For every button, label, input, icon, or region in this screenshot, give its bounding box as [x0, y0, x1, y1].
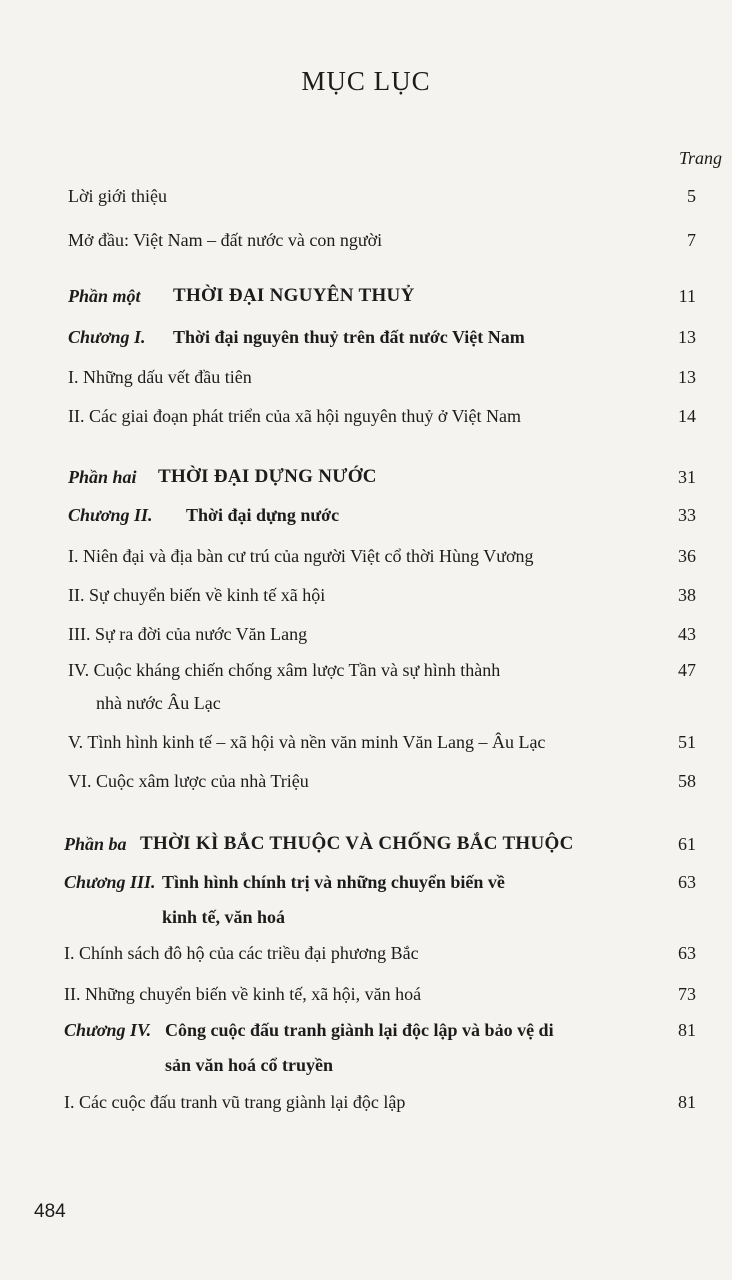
toc-page-number: 13 [678, 367, 696, 387]
toc-entry-text: V. Tình hình kinh tế – xã hội và nền văn minh Văn Lang – Âu Lạc [68, 732, 546, 752]
toc-page-number: 31 [678, 467, 696, 487]
chapter-label: Chương III. [64, 872, 156, 892]
toc-page-number: 51 [678, 732, 696, 752]
toc-entry-text: II. Sự chuyển biến về kinh tế xã hội [68, 585, 326, 605]
toc-page-number: 58 [678, 771, 696, 791]
toc-page-number: 5 [687, 186, 696, 206]
chapter-title: Thời đại nguyên thuỷ trên đất nước Việt Nam [173, 327, 525, 347]
chapter-label: Chương I. [68, 327, 146, 347]
toc-entry-text: I. Những dấu vết đầu tiên [68, 367, 252, 387]
toc-entry-text: II. Các giai đoạn phát triển của xã hội nguyên thuỷ ở Việt Nam [68, 406, 521, 426]
toc-entry-text: I. Các cuộc đấu tranh vũ trang giành lại độc lập [64, 1092, 406, 1112]
part-label: Phần một [68, 286, 141, 306]
toc-page-number: 61 [678, 834, 696, 854]
toc-page-number: 63 [678, 943, 696, 963]
toc-page-number: 38 [678, 585, 696, 605]
toc-page-number: 11 [678, 286, 696, 306]
part-title: THỜI ĐẠI NGUYÊN THUỶ [173, 285, 415, 306]
toc-page-number: 43 [678, 624, 696, 644]
toc-page-number: 36 [678, 546, 696, 566]
toc-entry-text: III. Sự ra đời của nước Văn Lang [68, 624, 308, 644]
toc-entry-text: II. Những chuyển biến về kinh tế, xã hội, văn hoá [64, 984, 422, 1004]
toc-entry-text: Lời giới thiệu [68, 186, 168, 206]
chapter-title: Thời đại dựng nước [186, 505, 340, 525]
toc-entry-text: VI. Cuộc xâm lược của nhà Triệu [68, 771, 309, 791]
part-label: Phần hai [68, 467, 137, 487]
chapter-title: Tình hình chính trị và những chuyển biến về [162, 872, 505, 892]
toc-entry-text: Mở đầu: Việt Nam – đất nước và con người [68, 230, 383, 250]
toc-page-number: 33 [678, 505, 696, 525]
toc-page-number: 81 [678, 1020, 696, 1040]
toc-page-number: 63 [678, 872, 696, 892]
page-number: 484 [34, 1201, 66, 1222]
toc-page-number: 7 [687, 230, 696, 250]
page-column-header: Trang [678, 148, 722, 168]
toc-entry-text: IV. Cuộc kháng chiến chống xâm lược Tần và sự hình thành [68, 660, 501, 680]
toc-page-number: 47 [678, 660, 696, 680]
toc-page-number: 81 [678, 1092, 696, 1112]
part-title: THỜI ĐẠI DỰNG NƯỚC [158, 466, 377, 487]
toc-entry-text: I. Niên đại và địa bàn cư trú của người Việt cổ thời Hùng Vương [68, 546, 534, 566]
page-title: MỤC LỤC [301, 66, 431, 96]
chapter-title: Công cuộc đấu tranh giành lại độc lập và bảo vệ di [165, 1020, 554, 1040]
toc-entry-continuation: nhà nước Âu Lạc [96, 693, 221, 713]
chapter-title-continuation: sản văn hoá cổ truyền [165, 1055, 334, 1075]
part-label: Phần ba [64, 834, 127, 854]
toc-page-number: 13 [678, 327, 696, 347]
toc-page-number: 14 [678, 406, 696, 426]
part-title: THỜI KÌ BẮC THUỘC VÀ CHỐNG BẮC THUỘC [140, 833, 574, 854]
chapter-title-continuation: kinh tế, văn hoá [162, 907, 286, 927]
chapter-label: Chương II. [68, 505, 153, 525]
toc-page-number: 73 [678, 984, 696, 1004]
chapter-label: Chương IV. [64, 1020, 152, 1040]
toc-entry-text: I. Chính sách đô hộ của các triều đại phương Bắc [64, 943, 419, 963]
